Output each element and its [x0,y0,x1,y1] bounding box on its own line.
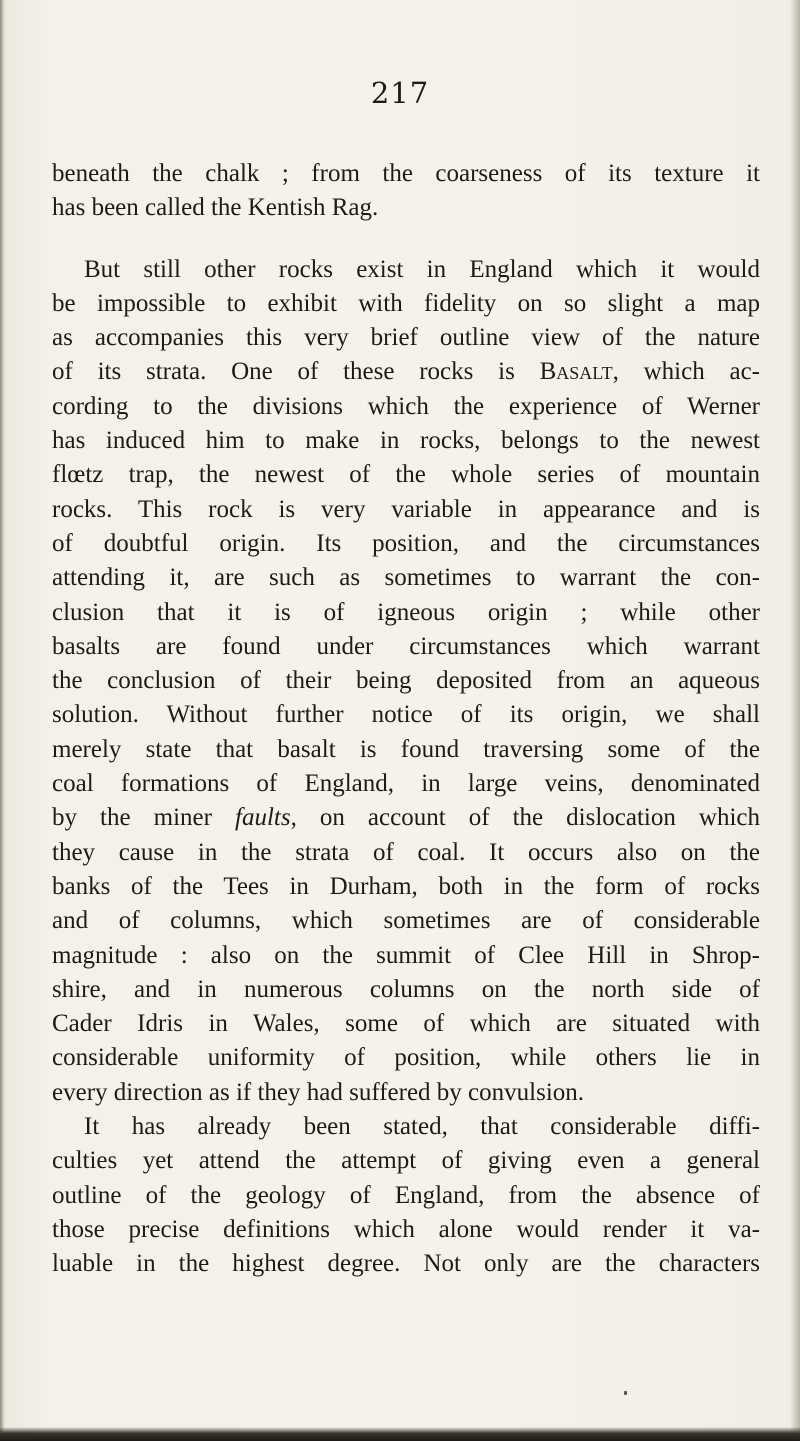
text-line: Cader Idris in Wales, some of which are situated with [52,1010,760,1038]
text-line: of doubtful origin. Its position, and the circumstances [52,529,760,557]
text-line: cording to the divisions which the experience of Werner [52,392,760,420]
text-fragment: of its strata. One of these rocks is [52,358,540,386]
text-line: considerable uniformity of position, while others lie in [52,1044,760,1072]
page-right-edge [790,0,800,1441]
text-line: coal formations of England, in large veins, denominated [52,770,760,798]
small-caps-term: Basalt [539,358,613,386]
text-line: be impossible to exhibit with fidelity on so slight a map [52,289,760,317]
paragraph-gap [52,226,760,253]
text-fragment: , on account of the dislocation which [290,804,761,832]
text-line: merely state that basalt is found traversing some of the [52,735,760,763]
text-line: every direction as if they had suffered by convulsion. [52,1078,585,1106]
text-line: and of columns, which sometimes are of considerable [52,907,760,935]
text-line: the conclusion of their being deposited from an aqueous [52,667,760,695]
text-line: banks of the Tees in Durham, both in the form of rocks [52,872,760,900]
text-line: But still other rocks exist in England which it would [84,255,760,283]
text-line: clusion that it is of igneous origin ; while other [52,598,760,626]
text-line: beneath the chalk ; from the coarseness of its texture it [52,160,760,187]
text-line: basalts are found under circumstances which warrant [52,632,760,660]
text-line: flœtz trap, the newest of the whole series of mountain [52,461,760,489]
text-line: culties yet attend the attempt of giving even a general [52,1147,760,1175]
text-line: shire, and in numerous columns on the north side of [52,975,760,1003]
text-line: magnitude : also on the summit of Clee Hill in Shrop- [52,941,760,969]
page-body-text [52,157,760,1282]
text-line: solution. Without further notice of its origin, we shall [52,701,760,729]
text-line [52,801,760,835]
text-line: as accompanies this very brief outline view of the nature [52,324,760,352]
text-line: luable in the highest degree. Not only are the characters [52,1250,760,1278]
italic-term: faults [235,804,291,832]
text-line: they cause in the strata of coal. It occurs also on the [52,838,760,866]
text-line: rocks. This rock is very variable in appearance and is [52,495,760,523]
text-line: outline of the geology of England, from the absence of [52,1181,760,1209]
print-speck [624,1391,627,1395]
page-bottom-edge [0,1427,800,1441]
text-line: It has already been stated, that considerable diffi- [84,1113,760,1141]
text-fragment: by the miner [52,804,235,832]
text-line [52,355,760,389]
text-line: those precise definitions which alone would render it va- [52,1215,760,1243]
page-number: 217 [370,76,430,110]
text-fragment: , which ac- [612,358,760,386]
text-line: has been called the Kentish Rag. [52,194,379,222]
text-line: attending it, are such as sometimes to warrant the con- [52,564,760,592]
text-line: has induced him to make in rocks, belongs to the newest [52,427,760,455]
page-left-edge [0,0,5,1441]
